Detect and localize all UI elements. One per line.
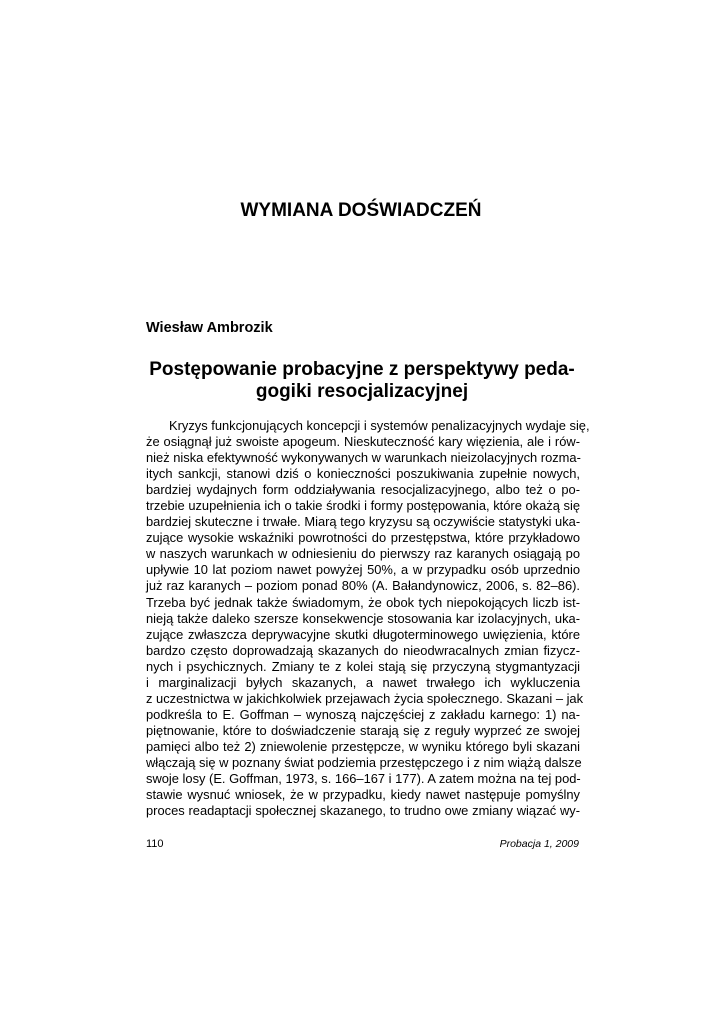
body-line: bardziej wydajnych form oddziaływania resocjalizacyjnego, albo też o po- (146, 482, 580, 498)
body-line: nież niska efektywność wykonywanych w warunkach nieizolacyjnych rozma- (146, 450, 581, 466)
body-line: pamięci albo też 2) zniewolenie przestępcze, w wyniku którego byli skazani (146, 738, 580, 754)
body-line: zujące wysokie wskaźniki powrotności do przestępstwa, które przykładowo (146, 530, 580, 546)
body-line: włączają się w poznany świat podziemia przestępczego i z nim wiążą dalsze (146, 754, 582, 770)
article-title-line: Postępowanie probacyjne z perspektywy peda- (149, 359, 575, 380)
body-line: itych sankcji, stanowi dziś o konieczności poszukiwania zupełnie nowych, (146, 466, 580, 482)
body-line: stawie wysnuć wniosek, że w przypadku, kiedy nawet następuje pomyślny (146, 787, 580, 803)
article-title (140, 359, 584, 403)
page-number: 110 (146, 838, 164, 850)
section-title: WYMIANA DOŚWIADCZEŃ (240, 200, 482, 221)
body-line: że osiągnął już swoiste apogeum. Nieskuteczność kary więzienia, ale i rów- (146, 434, 580, 450)
body-line: już raz karanych – poziom ponad 80% (A. Bałandynowicz, 2006, s. 82–86). (146, 578, 580, 594)
body-line: piętnowanie, które to doświadczenie starają się z reguły wyprzeć ze swojej (146, 722, 580, 738)
body-line: swoje losy (E. Goffman, 1973, s. 166–167 i 177). A zatem można na tej pod- (146, 771, 581, 787)
body-line: trzebie uzupełnienia ich o takie środki i formy postępowania, które okażą się (146, 498, 580, 514)
body-line: bardziej skuteczne i trwałe. Miarą tego kryzysu są oczywiście statystyki uka- (146, 514, 581, 530)
body-line: bardzo często doprowadzają skazanych do nieodwracalnych zmian fizycz- (146, 642, 580, 658)
body-line: zujące zwłaszcza deprywacyjne skutki długoterminowego uwięzienia, które (146, 626, 580, 642)
body-line: z uczestnictwa w jakichkolwiek przejawach życia społecznego. Skazani – jak (146, 690, 584, 706)
body-line: Trzeba być jednak także świadomym, że obok tych niepokojących liczb ist- (146, 594, 580, 610)
body-line: Kryzys funkcjonujących koncepcji i systemów penalizacyjnych wydaje się, (169, 418, 590, 433)
article-title-line: gogiki resocjalizacyjnej (255, 381, 469, 402)
body-line: i marginalizacji byłych skazanych, a nawet trwałego ich wykluczenia (146, 674, 580, 690)
author-name: Wiesław Ambrozik (146, 320, 273, 336)
body-line: nych i psychicznych. Zmiany te z kolei stają się przyczyną stygmantyzacji (146, 658, 580, 674)
body-line: podkreśla to E. Goffman – wynoszą najczęściej z zakładu karnego: 1) na- (146, 706, 580, 722)
body-line: proces readaptacji społecznej skazanego, to trudno owe zmiany wiązać wy- (146, 803, 580, 819)
body-line: nieją także daleko szersze konsekwencje stosowania kar izolacyjnych, uka- (146, 610, 580, 626)
journal-citation: Probacja 1, 2009 (499, 838, 579, 850)
body-line: upływie 10 lat poziom nawet powyżej 50%, a w przypadku osób uprzednio (146, 562, 580, 578)
article-body (146, 418, 590, 819)
body-line: w naszych warunkach w odniesieniu do pierwszy raz karanych osiągają po (146, 546, 580, 562)
